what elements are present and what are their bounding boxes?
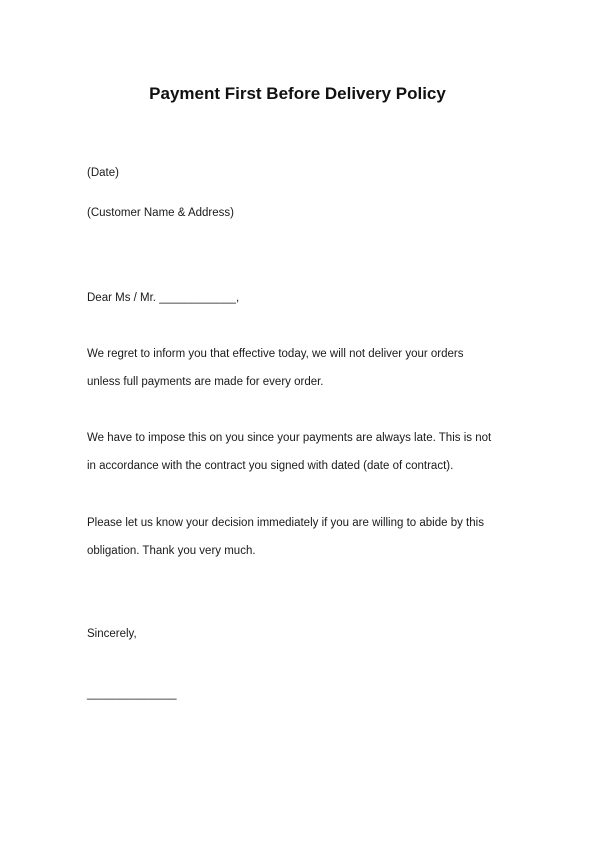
recipient-placeholder: (Customer Name & Address) [87, 207, 234, 219]
signature-line: ______________ [87, 688, 177, 700]
paragraph-2-line-2: in accordance with the contract you signed with dated (date of contract). [87, 460, 454, 472]
paragraph-1-line-2: unless full payments are made for every order. [87, 376, 324, 388]
paragraph-2-line-1: We have to impose this on you since your payments are always late. This is not [87, 432, 492, 444]
document-title: Payment First Before Delivery Policy [149, 84, 446, 103]
date-placeholder: (Date) [87, 167, 119, 179]
paragraph-3-line-1: Please let us know your decision immediately if you are willing to abide by this [87, 517, 484, 529]
closing: Sincerely, [87, 628, 137, 640]
paragraph-3-line-2: obligation. Thank you very much. [87, 545, 256, 557]
salutation: Dear Ms / Mr. ____________, [87, 292, 240, 304]
paragraph-1-line-1: We regret to inform you that effective today, we will not deliver your orders [87, 348, 464, 360]
